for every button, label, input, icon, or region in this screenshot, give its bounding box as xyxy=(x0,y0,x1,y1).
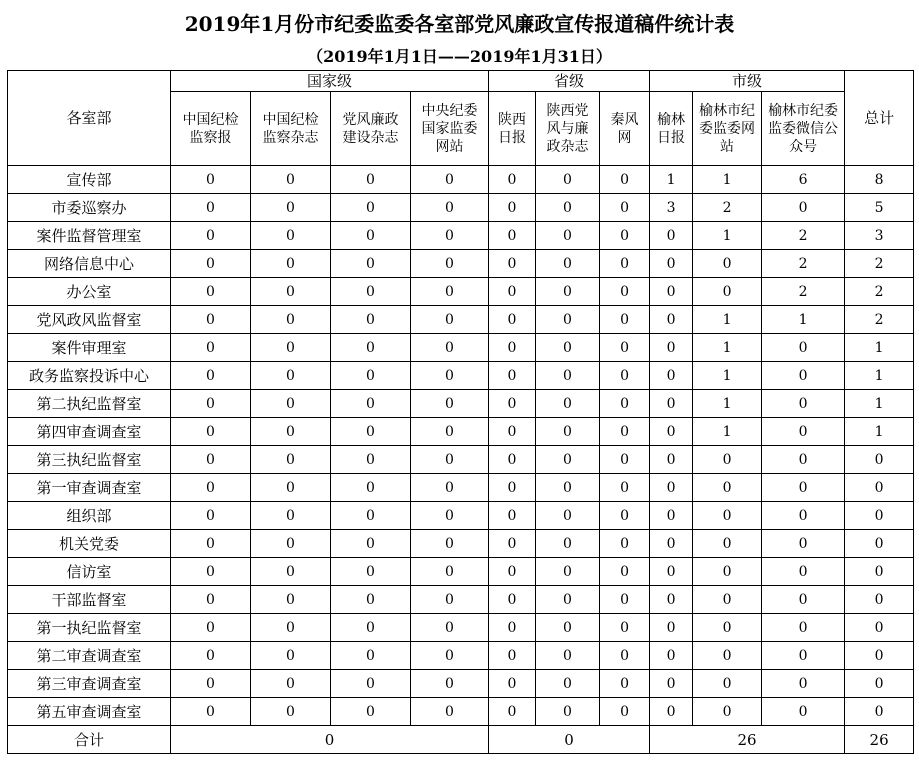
count-cell: 0 xyxy=(251,194,331,222)
count-cell: 0 xyxy=(171,614,251,642)
count-cell: 2 xyxy=(762,222,845,250)
count-cell: 0 xyxy=(411,502,489,530)
count-cell: 0 xyxy=(411,670,489,698)
count-cell: 0 xyxy=(650,334,693,362)
count-cell: 0 xyxy=(536,250,600,278)
table-row xyxy=(8,334,914,362)
count-cell: 0 xyxy=(536,446,600,474)
count-cell: 0 xyxy=(251,306,331,334)
count-cell: 0 xyxy=(251,222,331,250)
count-cell: 0 xyxy=(251,166,331,194)
count-cell: 0 xyxy=(650,474,693,502)
count-cell: 0 xyxy=(600,418,650,446)
column-header: 榆林日报 xyxy=(650,92,693,166)
count-cell: 0 xyxy=(489,530,536,558)
count-cell: 0 xyxy=(331,530,411,558)
row-total-cell: 0 xyxy=(845,698,914,726)
count-cell: 0 xyxy=(650,614,693,642)
count-cell: 0 xyxy=(600,278,650,306)
dept-name-cell: 第二执纪监督室 xyxy=(8,390,171,418)
count-cell: 0 xyxy=(331,222,411,250)
count-cell: 1 xyxy=(693,390,762,418)
count-cell: 0 xyxy=(536,530,600,558)
count-cell: 0 xyxy=(411,222,489,250)
count-cell: 0 xyxy=(650,222,693,250)
count-cell: 0 xyxy=(411,390,489,418)
count-cell: 0 xyxy=(762,334,845,362)
city-group-header: 市级 xyxy=(650,71,845,92)
count-cell: 0 xyxy=(650,558,693,586)
count-cell: 0 xyxy=(489,586,536,614)
count-cell: 0 xyxy=(536,222,600,250)
count-cell: 0 xyxy=(251,390,331,418)
count-cell: 0 xyxy=(600,530,650,558)
count-cell: 0 xyxy=(693,250,762,278)
count-cell: 0 xyxy=(251,474,331,502)
provincial-group-header: 省级 xyxy=(489,71,650,92)
row-total-cell: 5 xyxy=(845,194,914,222)
dept-name-cell: 第一执纪监督室 xyxy=(8,614,171,642)
count-cell: 0 xyxy=(600,474,650,502)
national-group-header: 国家级 xyxy=(171,71,489,92)
count-cell: 0 xyxy=(171,586,251,614)
count-cell: 0 xyxy=(331,278,411,306)
count-cell: 0 xyxy=(600,446,650,474)
row-total-cell: 8 xyxy=(845,166,914,194)
count-cell: 0 xyxy=(411,558,489,586)
count-cell: 0 xyxy=(411,698,489,726)
count-cell: 0 xyxy=(762,558,845,586)
count-cell: 0 xyxy=(171,698,251,726)
count-cell: 0 xyxy=(536,642,600,670)
count-cell: 0 xyxy=(762,194,845,222)
table-row xyxy=(8,194,914,222)
count-cell: 1 xyxy=(693,418,762,446)
statistics-table xyxy=(7,70,914,754)
column-header: 陕西日报 xyxy=(489,92,536,166)
count-cell: 1 xyxy=(693,362,762,390)
count-cell: 0 xyxy=(762,446,845,474)
dept-name-cell: 组织部 xyxy=(8,502,171,530)
count-cell: 1 xyxy=(693,334,762,362)
dept-name-cell: 机关党委 xyxy=(8,530,171,558)
table-row xyxy=(8,502,914,530)
count-cell: 0 xyxy=(762,390,845,418)
count-cell: 0 xyxy=(251,446,331,474)
count-cell: 0 xyxy=(693,278,762,306)
count-cell: 0 xyxy=(536,306,600,334)
count-cell: 0 xyxy=(536,194,600,222)
table-row xyxy=(8,418,914,446)
count-cell: 0 xyxy=(411,278,489,306)
count-cell: 0 xyxy=(693,670,762,698)
count-cell: 0 xyxy=(600,306,650,334)
count-cell: 0 xyxy=(600,166,650,194)
count-cell: 0 xyxy=(600,642,650,670)
count-cell: 0 xyxy=(650,250,693,278)
count-cell: 0 xyxy=(693,614,762,642)
count-cell: 0 xyxy=(600,390,650,418)
dept-name-cell: 案件监督管理室 xyxy=(8,222,171,250)
count-cell: 0 xyxy=(762,502,845,530)
count-cell: 0 xyxy=(762,362,845,390)
count-cell: 0 xyxy=(251,362,331,390)
count-cell: 0 xyxy=(650,418,693,446)
national-total: 0 xyxy=(171,726,489,754)
table-row xyxy=(8,446,914,474)
count-cell: 0 xyxy=(489,670,536,698)
count-cell: 0 xyxy=(331,250,411,278)
row-total-cell: 0 xyxy=(845,530,914,558)
count-cell: 0 xyxy=(411,446,489,474)
count-cell: 2 xyxy=(762,250,845,278)
count-cell: 0 xyxy=(650,390,693,418)
count-cell: 0 xyxy=(331,558,411,586)
count-cell: 0 xyxy=(693,586,762,614)
count-cell: 0 xyxy=(331,334,411,362)
total-column-header: 总计 xyxy=(845,71,914,166)
table-row xyxy=(8,390,914,418)
row-total-cell: 0 xyxy=(845,474,914,502)
count-cell: 0 xyxy=(331,502,411,530)
count-cell: 2 xyxy=(693,194,762,222)
column-header: 陕西党风与廉政杂志 xyxy=(536,92,600,166)
row-total-cell: 0 xyxy=(845,642,914,670)
count-cell: 0 xyxy=(489,334,536,362)
count-cell: 0 xyxy=(171,334,251,362)
count-cell: 0 xyxy=(331,474,411,502)
table-row xyxy=(8,642,914,670)
table-row xyxy=(8,306,914,334)
table-row xyxy=(8,558,914,586)
count-cell: 0 xyxy=(411,586,489,614)
count-cell: 0 xyxy=(489,502,536,530)
count-cell: 0 xyxy=(411,166,489,194)
count-cell: 0 xyxy=(171,474,251,502)
count-cell: 0 xyxy=(171,166,251,194)
row-total-cell: 0 xyxy=(845,446,914,474)
dept-name-cell: 信访室 xyxy=(8,558,171,586)
date-range-subtitle: （2019年1月1日——2019年1月31日） xyxy=(307,47,612,66)
count-cell: 0 xyxy=(536,502,600,530)
count-cell: 1 xyxy=(693,306,762,334)
count-cell: 0 xyxy=(693,558,762,586)
dept-name-cell: 第三执纪监督室 xyxy=(8,446,171,474)
table-row xyxy=(8,670,914,698)
count-cell: 0 xyxy=(536,586,600,614)
dept-column-header: 各室部 xyxy=(8,71,171,166)
table-row xyxy=(8,362,914,390)
count-cell: 0 xyxy=(331,642,411,670)
count-cell: 0 xyxy=(762,670,845,698)
count-cell: 0 xyxy=(489,698,536,726)
table-row xyxy=(8,586,914,614)
count-cell: 0 xyxy=(489,222,536,250)
row-total-cell: 0 xyxy=(845,670,914,698)
column-header: 秦风网 xyxy=(600,92,650,166)
row-total-cell: 1 xyxy=(845,334,914,362)
row-total-cell: 2 xyxy=(845,306,914,334)
count-cell: 0 xyxy=(251,418,331,446)
count-cell: 0 xyxy=(171,222,251,250)
count-cell: 0 xyxy=(411,530,489,558)
totals-row xyxy=(8,726,914,754)
dept-name-cell: 干部监督室 xyxy=(8,586,171,614)
count-cell: 0 xyxy=(600,334,650,362)
count-cell: 0 xyxy=(331,670,411,698)
count-cell: 0 xyxy=(650,502,693,530)
count-cell: 0 xyxy=(331,614,411,642)
count-cell: 0 xyxy=(331,586,411,614)
count-cell: 0 xyxy=(536,390,600,418)
row-total-cell: 1 xyxy=(845,362,914,390)
count-cell: 0 xyxy=(762,530,845,558)
count-cell: 0 xyxy=(536,558,600,586)
count-cell: 0 xyxy=(251,250,331,278)
count-cell: 0 xyxy=(489,614,536,642)
count-cell: 6 xyxy=(762,166,845,194)
count-cell: 0 xyxy=(171,530,251,558)
row-total-cell: 1 xyxy=(845,390,914,418)
table-row xyxy=(8,698,914,726)
column-header: 中国纪检监察杂志 xyxy=(251,92,331,166)
count-cell: 0 xyxy=(331,390,411,418)
count-cell: 0 xyxy=(171,558,251,586)
table-row xyxy=(8,530,914,558)
dept-name-cell: 党风政风监督室 xyxy=(8,306,171,334)
count-cell: 0 xyxy=(171,362,251,390)
count-cell: 0 xyxy=(650,642,693,670)
column-header: 中央纪委国家监委网站 xyxy=(411,92,489,166)
table-row xyxy=(8,278,914,306)
count-cell: 0 xyxy=(693,642,762,670)
count-cell: 0 xyxy=(762,474,845,502)
row-total-cell: 3 xyxy=(845,222,914,250)
table-row xyxy=(8,614,914,642)
count-cell: 0 xyxy=(489,306,536,334)
count-cell: 0 xyxy=(650,278,693,306)
count-cell: 0 xyxy=(762,418,845,446)
row-total-cell: 0 xyxy=(845,614,914,642)
row-total-cell: 1 xyxy=(845,418,914,446)
column-header: 党风廉政建设杂志 xyxy=(331,92,411,166)
count-cell: 0 xyxy=(600,586,650,614)
dept-name-cell: 第三审查调查室 xyxy=(8,670,171,698)
dept-name-cell: 宣传部 xyxy=(8,166,171,194)
row-total-cell: 2 xyxy=(845,250,914,278)
dept-name-cell: 第二审查调查室 xyxy=(8,642,171,670)
count-cell: 1 xyxy=(693,222,762,250)
count-cell: 0 xyxy=(650,698,693,726)
count-cell: 0 xyxy=(251,558,331,586)
count-cell: 0 xyxy=(600,614,650,642)
count-cell: 0 xyxy=(411,306,489,334)
count-cell: 0 xyxy=(489,446,536,474)
count-cell: 0 xyxy=(600,670,650,698)
count-cell: 0 xyxy=(693,502,762,530)
count-cell: 1 xyxy=(650,166,693,194)
count-cell: 0 xyxy=(489,278,536,306)
count-cell: 0 xyxy=(536,362,600,390)
dept-name-cell: 第一审查调查室 xyxy=(8,474,171,502)
count-cell: 0 xyxy=(251,670,331,698)
count-cell: 0 xyxy=(536,698,600,726)
count-cell: 0 xyxy=(251,642,331,670)
table-row xyxy=(8,166,914,194)
count-cell: 0 xyxy=(251,334,331,362)
count-cell: 0 xyxy=(251,586,331,614)
count-cell: 0 xyxy=(536,334,600,362)
count-cell: 0 xyxy=(171,278,251,306)
count-cell: 0 xyxy=(762,642,845,670)
count-cell: 3 xyxy=(650,194,693,222)
count-cell: 0 xyxy=(489,166,536,194)
count-cell: 0 xyxy=(331,418,411,446)
count-cell: 0 xyxy=(693,446,762,474)
dept-name-cell: 办公室 xyxy=(8,278,171,306)
count-cell: 1 xyxy=(762,306,845,334)
count-cell: 0 xyxy=(251,614,331,642)
count-cell: 0 xyxy=(650,362,693,390)
column-header: 榆林市纪委监委网站 xyxy=(693,92,762,166)
count-cell: 0 xyxy=(762,614,845,642)
count-cell: 0 xyxy=(650,586,693,614)
count-cell: 0 xyxy=(171,446,251,474)
count-cell: 1 xyxy=(693,166,762,194)
count-cell: 0 xyxy=(762,586,845,614)
count-cell: 0 xyxy=(411,194,489,222)
dept-name-cell: 政务监察投诉中心 xyxy=(8,362,171,390)
count-cell: 0 xyxy=(251,502,331,530)
count-cell: 0 xyxy=(600,558,650,586)
count-cell: 0 xyxy=(600,250,650,278)
count-cell: 0 xyxy=(489,418,536,446)
count-cell: 0 xyxy=(171,502,251,530)
count-cell: 0 xyxy=(489,250,536,278)
count-cell: 0 xyxy=(411,250,489,278)
count-cell: 0 xyxy=(331,362,411,390)
count-cell: 0 xyxy=(489,194,536,222)
totals-label: 合计 xyxy=(8,726,171,754)
count-cell: 0 xyxy=(331,194,411,222)
count-cell: 0 xyxy=(762,698,845,726)
count-cell: 0 xyxy=(411,642,489,670)
count-cell: 0 xyxy=(600,194,650,222)
column-header: 中国纪检监察报 xyxy=(171,92,251,166)
count-cell: 0 xyxy=(536,278,600,306)
count-cell: 0 xyxy=(536,474,600,502)
grand-total: 26 xyxy=(845,726,914,754)
count-cell: 0 xyxy=(171,250,251,278)
count-cell: 0 xyxy=(171,670,251,698)
count-cell: 0 xyxy=(331,166,411,194)
count-cell: 0 xyxy=(650,306,693,334)
count-cell: 0 xyxy=(489,642,536,670)
count-cell: 0 xyxy=(600,502,650,530)
count-cell: 0 xyxy=(331,698,411,726)
count-cell: 0 xyxy=(650,530,693,558)
table-row xyxy=(8,474,914,502)
count-cell: 0 xyxy=(693,474,762,502)
count-cell: 0 xyxy=(411,334,489,362)
dept-name-cell: 案件审理室 xyxy=(8,334,171,362)
count-cell: 0 xyxy=(650,446,693,474)
count-cell: 0 xyxy=(171,642,251,670)
page-title: 2019年1月份市纪委监委各室部党风廉政宣传报道稿件统计表 xyxy=(184,12,735,36)
dept-name-cell: 网络信息中心 xyxy=(8,250,171,278)
count-cell: 0 xyxy=(600,222,650,250)
count-cell: 0 xyxy=(693,530,762,558)
dept-name-cell: 第五审查调查室 xyxy=(8,698,171,726)
row-total-cell: 0 xyxy=(845,558,914,586)
count-cell: 2 xyxy=(762,278,845,306)
count-cell: 0 xyxy=(411,614,489,642)
count-cell: 0 xyxy=(536,166,600,194)
count-cell: 0 xyxy=(489,390,536,418)
table-row xyxy=(8,250,914,278)
count-cell: 0 xyxy=(650,670,693,698)
column-header: 榆林市纪委监委微信公众号 xyxy=(762,92,845,166)
count-cell: 0 xyxy=(536,670,600,698)
count-cell: 0 xyxy=(411,362,489,390)
count-cell: 0 xyxy=(536,418,600,446)
city-total: 26 xyxy=(650,726,845,754)
count-cell: 0 xyxy=(536,614,600,642)
count-cell: 0 xyxy=(251,278,331,306)
count-cell: 0 xyxy=(331,446,411,474)
count-cell: 0 xyxy=(251,530,331,558)
count-cell: 0 xyxy=(489,474,536,502)
count-cell: 0 xyxy=(171,306,251,334)
count-cell: 0 xyxy=(251,698,331,726)
row-total-cell: 0 xyxy=(845,502,914,530)
count-cell: 0 xyxy=(171,390,251,418)
count-cell: 0 xyxy=(171,418,251,446)
count-cell: 0 xyxy=(693,698,762,726)
count-cell: 0 xyxy=(600,362,650,390)
dept-name-cell: 第四审查调查室 xyxy=(8,418,171,446)
row-total-cell: 2 xyxy=(845,278,914,306)
table-row xyxy=(8,222,914,250)
count-cell: 0 xyxy=(489,362,536,390)
count-cell: 0 xyxy=(489,558,536,586)
row-total-cell: 0 xyxy=(845,586,914,614)
count-cell: 0 xyxy=(411,418,489,446)
count-cell: 0 xyxy=(331,306,411,334)
dept-name-cell: 市委巡察办 xyxy=(8,194,171,222)
count-cell: 0 xyxy=(600,698,650,726)
provincial-total: 0 xyxy=(489,726,650,754)
count-cell: 0 xyxy=(171,194,251,222)
count-cell: 0 xyxy=(411,474,489,502)
